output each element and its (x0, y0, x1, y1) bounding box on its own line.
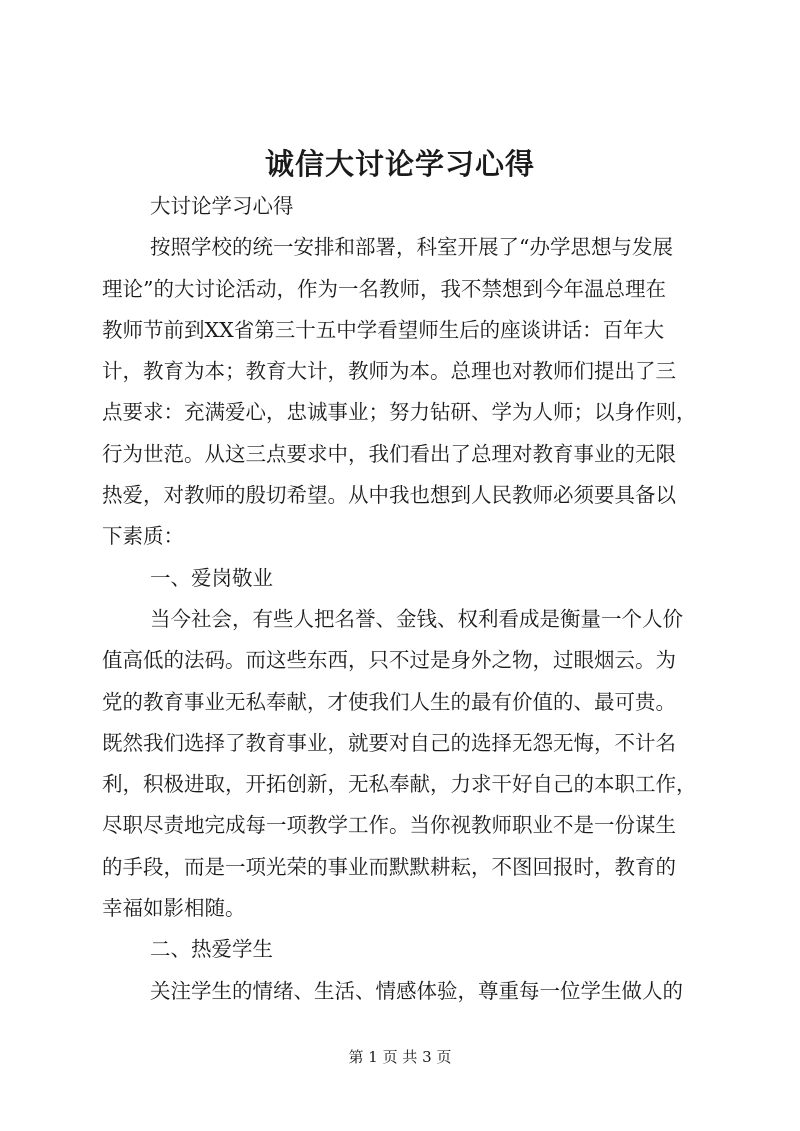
body-line: 下素质： (102, 524, 184, 549)
body-line: 按照学校的统一安排和部署，科室开展了“办学思想与发展 (150, 235, 673, 260)
body-line: 计，教育为本；教育大计，教师为本。总理也对教师们提出了三 (102, 359, 676, 384)
page-number-footer: 第 1 页 共 3 页 (348, 1048, 452, 1066)
body-line: 点要求：充满爱心，忠诚事业；努力钻研、学为人师；以身作则， (102, 400, 697, 425)
body-line: 值高低的法码。而这些东西，只不过是身外之物，过眼烟云。为 (102, 648, 676, 673)
body-line: 利，积极进取，开拓创新，无私奉献，力求干好自己的本职工作， (102, 772, 697, 797)
body-line: 当今社会，有些人把名誉、金钱、权利看成是衡量一个人价 (150, 606, 683, 631)
body-line: 热爱，对教师的殷切希望。从中我也想到人民教师必须要具备以 (102, 483, 676, 508)
section-heading: 二、热爱学生 (150, 937, 273, 962)
body-line: 教师节前到XX省第三十五中学看望师生后的座谈讲话：百年大 (102, 317, 665, 342)
section-heading: 一、爱岗敬业 (150, 565, 273, 590)
body-line: 理论”的大讨论活动，作为一名教师，我不禁想到今年温总理在 (102, 276, 666, 301)
body-line: 关注学生的情绪、生活、情感体验，尊重每一位学生做人的 (150, 978, 683, 1003)
document-body (102, 186, 706, 1012)
body-line: 既然我们选择了教育事业，就要对自己的选择无怨无悔，不计名 (102, 730, 676, 755)
document-title: 诚信大讨论学习心得 (264, 147, 535, 181)
body-line: 行为世范。从这三点要求中，我们看出了总理对教育事业的无限 (102, 441, 676, 466)
body-line: 的手段，而是一项光荣的事业而默默耕耘，不图回报时，教育的 (102, 854, 676, 879)
body-line: 党的教育事业无私奉献，才使我们人生的最有价值的、最可贵。 (102, 689, 676, 714)
body-line: 大讨论学习心得 (150, 194, 294, 218)
body-line: 尽职尽责地完成每一项教学工作。当你视教师职业不是一份谋生 (102, 813, 676, 838)
body-line: 幸福如影相随。 (102, 896, 246, 921)
